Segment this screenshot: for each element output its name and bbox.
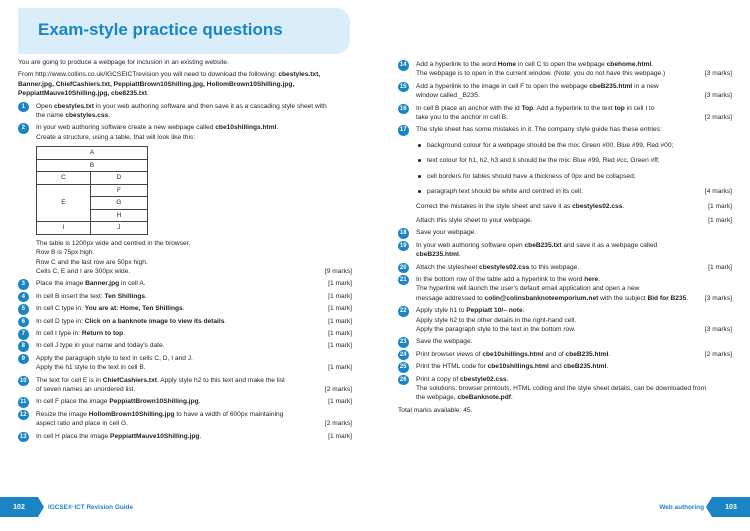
marks-label: [3 marks] <box>704 294 732 302</box>
question-number: 16 <box>398 104 409 115</box>
marks-label: [1 mark] <box>328 317 352 325</box>
table-cell-b: B <box>37 159 148 172</box>
question-number: 2 <box>18 123 29 134</box>
question-number: 20 <box>398 263 409 274</box>
question-3: 3 Place the image Banner.jpg in cell A. [1 mark] <box>18 279 352 288</box>
question-21: 21 In the bottom row of the table add a hyperlink to the word here. The hyperlink will launch the user's default email application and open a new message addressed to colin@colinsbanknoteemporium.net with the subject Bid for B235. [3 marks] <box>399 275 732 302</box>
marks-label: [1 mark] <box>328 364 352 372</box>
question-number: 22 <box>398 306 409 317</box>
total-marks: Total marks available: 45. <box>398 406 473 414</box>
right-column <box>398 60 732 415</box>
footer-left <box>0 497 133 517</box>
question-number: 26 <box>398 375 409 386</box>
question-8: 8 In cell J type in your name and today's date. [1 mark] <box>18 341 352 350</box>
question-4: 4 In cell B insert the text: Ten Shillings. [1 mark] <box>18 292 352 301</box>
list-item: background colour for a webpage should be the mix: Green #00, Blue #99, Red #00; <box>416 141 732 150</box>
title-banner <box>18 8 350 54</box>
question-26: 26 Print a copy of cbestyle02.css. The solutions: browser printouts, HTML coding and the style sheet details, can be downloaded from the webpage, cbeBanknote.pdf. <box>399 375 707 402</box>
marks-label: [2 marks] <box>704 350 732 358</box>
marks-label: [1 mark] <box>328 398 352 406</box>
question-number: 24 <box>398 350 409 361</box>
marks-label: [4 marks] <box>704 188 732 196</box>
marks-label: [2 marks] <box>704 114 732 122</box>
left-column <box>18 58 352 441</box>
question-6: 6 In cell D type in: Click on a banknote image to view its details. [1 mark] <box>18 317 352 326</box>
section-title: Web authoring <box>659 503 704 511</box>
marks-label: [1 mark] <box>708 263 732 271</box>
marks-label: [1 mark] <box>328 280 352 288</box>
question-number: 9 <box>18 354 29 365</box>
marks-label: [3 marks] <box>704 70 732 78</box>
question-24: 24 Print browser views of cbe10shillings.html and of cbeB235.html. [2 marks] <box>398 350 732 359</box>
question-14: 14 Add a hyperlink to the word Home in cell C to open the webpage cbehome.html. The webpage is to open in the current window. (Note: you do not have this webpage.) [3 marks] <box>399 61 732 78</box>
table-cell-h: H <box>90 209 147 222</box>
question-16: 16 In cell B place an anchor with the id Top. Add a hyperlink to the text top in cell I to take you to the anchor in cell B. [2 marks] <box>399 104 732 122</box>
question-number: 11 <box>18 397 29 408</box>
question-number: 15 <box>398 82 409 93</box>
footer-arrow-left <box>38 497 44 517</box>
question-25: 25 Print the HTML code for cbe10shillings.html and cbeB235.html. <box>398 362 732 371</box>
table-cell-d: D <box>90 172 147 185</box>
question-number: 13 <box>18 432 29 443</box>
question-5: 5 In cell C type in: You are at: Home, Ten Shillings. [1 mark] <box>18 304 352 313</box>
structure-table <box>36 146 148 235</box>
question-9: 9 Apply the paragraph style to text in cells C, D, I and J. Apply the h1 style to the text in cell B. [1 mark] <box>18 354 352 373</box>
question-12: 12 Resize the image HollomBrown10Shilling.jpg to have a width of 600px maintaining aspect ratio and place in cell G. [2 marks] <box>19 410 352 428</box>
marks-label: [1 mark] <box>328 292 352 300</box>
table-cell-f: F <box>90 184 147 197</box>
table-cell-e: E <box>37 184 91 222</box>
question-number: 1 <box>18 102 29 113</box>
marks-label: [2 marks] <box>324 386 352 394</box>
list-item: cell borders for tables should have a thickness of 0px and be collapsed; <box>416 172 732 181</box>
page-number-right: 103 <box>712 497 750 517</box>
question-number: 14 <box>398 60 409 71</box>
marks-label: [1 mark] <box>708 216 732 224</box>
question-number: 25 <box>398 362 409 373</box>
question-number: 19 <box>398 241 409 252</box>
table-cell-a: A <box>37 147 148 160</box>
question-20: 20 Attach the stylesheet cbestyles02.css to this webpage. [1 mark] <box>398 263 732 272</box>
list-item: paragraph text should be white and centred in its cell. [4 marks] <box>416 187 732 196</box>
footer-right <box>659 497 750 517</box>
intro <box>18 58 352 99</box>
marks-label: [9 marks] <box>324 267 352 275</box>
book-title: IGCSE® ICT Revision Guide <box>48 503 133 511</box>
table-cell-c: C <box>37 172 91 185</box>
question-number: 5 <box>18 304 29 315</box>
question-11: 11 In cell F place the image PeppiattBrown10Shilling.jpg. [1 mark] <box>18 397 352 406</box>
question-number: 21 <box>398 275 409 286</box>
marks-label: [1 mark] <box>328 342 352 350</box>
question-number: 17 <box>398 125 409 136</box>
marks-label: [1 mark] <box>708 203 732 211</box>
question-23: 23 Save the webpage. <box>398 337 732 346</box>
question-1: 1 Open cbestyles.txt in your web authoring software and then save it as a cascading style sheet with the name cbestyles.css. <box>18 102 352 121</box>
marks-label: [1 mark] <box>328 305 352 313</box>
page-title: Exam-style practice questions <box>38 20 283 39</box>
intro-p1: You are going to produce a webpage for inclusion in an existing website. <box>18 59 229 66</box>
intro-p2: From http://www.collins.co.uk/IGCSEICTrevision you will need to download the following: cbestyles.txt, Banner.jpg, ChiefCashiers.txt, PeppiattBrown10Shilling.jpg, HollomBrown10Shilling.jpg, PeppiattMauve10Shilling.jpg, cbe8235.txt. <box>18 71 321 98</box>
question-number: 23 <box>398 337 409 348</box>
table-details: The table is 1200px wide and centred in the browser. Row B is 75px high. Row C and the last row are 50px high. Cells C, E and I are 300px wide. [9 marks] <box>36 239 352 275</box>
marks-label: [1 mark] <box>328 330 352 337</box>
page-number-left: 102 <box>0 497 38 517</box>
question-19: 19 In your web authoring software open cbeB235.txt and save it as a webpage called cbeB235.html. <box>399 241 658 259</box>
table-cell-j: J <box>90 222 147 235</box>
question-13: 13 In cell H place the image PeppiattMauve10Shilling.jpg. [1 mark] <box>18 432 352 441</box>
question-number: 18 <box>398 228 409 239</box>
question-17: 17 The style sheet has some mistakes in it. The company style guide has these entries: background colour for a webpage should be the mix: Green #00, Blue #99, Red #00; text colour for h1, h2, h3 and li should be the mix: Blue #99, Red #cc, Green #ff; cell borders for tables should have a thickness of 0px and be collapsed; paragraph text should be white and centred in its cell. [4 marks] Correct the mistakes in the style sheet and save it as cbestyles02.css. [1 mark] Attach this style sheet to your webpage. [1 mark] <box>399 126 732 224</box>
question-2: 2 In your web authoring software create a new webpage called cbe10shillings.html. Create a structure, using a table, that will look like this: <box>18 123 352 142</box>
list-item: text colour for h1, h2, h3 and li should be the mix: Blue #99, Red #cc, Green #ff; <box>416 156 732 165</box>
question-18: 18 Save your webpage. <box>398 228 732 237</box>
marks-label: [3 marks] <box>704 92 732 100</box>
footer-arrow-right <box>706 497 712 517</box>
question-number: 4 <box>18 292 29 303</box>
question-number: 12 <box>18 410 29 421</box>
question-22: 22 Apply style h1 to Peppiatt 10/– note. Apply style h2 to the other details in the right-hand cell. Apply the paragraph style to the text in the bottom row. [3 marks] <box>399 307 732 333</box>
question-number: 10 <box>18 376 29 387</box>
marks-label: [1 mark] <box>328 432 352 440</box>
question-number: 6 <box>18 317 29 328</box>
table-cell-i: I <box>37 222 91 235</box>
marks-label: [3 marks] <box>704 325 732 333</box>
question-10: 10 The text for cell E is in ChiefCashiers.txt. Apply style h2 to this text and make the list of seven names an unordered list. [2 marks] <box>19 376 352 394</box>
style-guide-list <box>416 141 732 197</box>
question-number: 7 <box>18 329 29 340</box>
question-number: 8 <box>18 341 29 352</box>
question-15: 15 Add a hyperlink to the image in cell F to open the webpage cbeB235.html in a new window called _B235. [3 marks] <box>399 82 732 100</box>
question-7: 7 In cell I type in: Return to top. [1 mark] <box>18 329 352 338</box>
marks-label: [2 marks] <box>324 420 352 428</box>
question-number: 3 <box>18 279 29 290</box>
table-cell-g: G <box>90 197 147 210</box>
